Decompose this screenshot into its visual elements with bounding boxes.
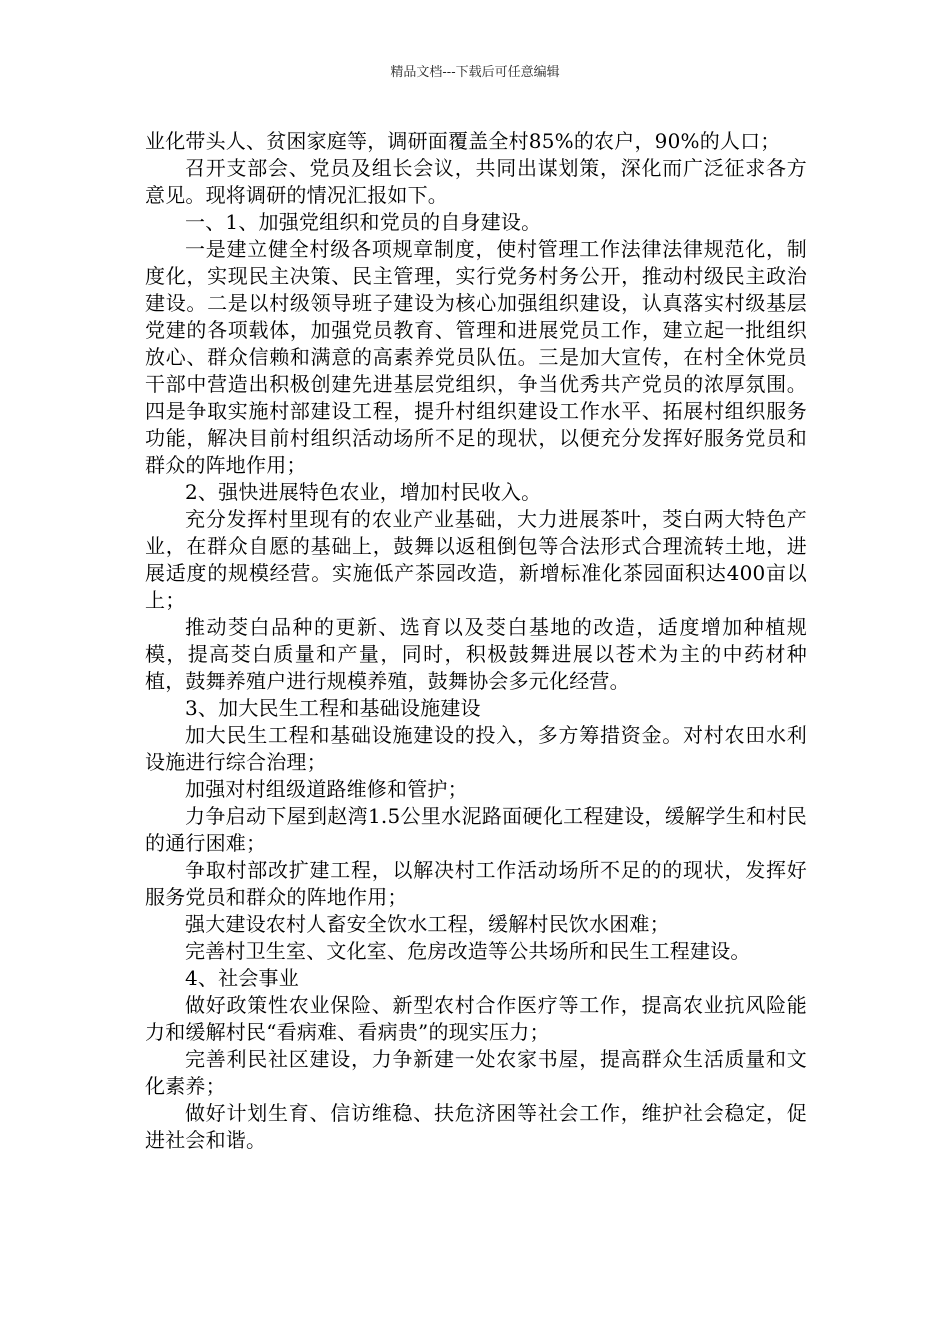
section-heading-1: 一、1、加强党组织和党员的自身建设。: [185, 210, 542, 234]
section-heading-2: 2、强快进展特色农业，增加村民收入。: [185, 480, 542, 504]
paragraph: 完善利民社区建设，力争新建一处农家书屋，提高群众生活质量和文化素养；: [145, 1047, 807, 1098]
paragraph: 加大民生工程和基础设施建设的投入，多方筹措资金。对村农田水利设施进行综合治理；: [145, 723, 807, 774]
section-heading-4: 4、社会事业: [185, 966, 299, 990]
paragraph: 完善村卫生室、文化室、危房改造等公共场所和民生工程建设。: [185, 939, 751, 963]
paragraph: 一是建立健全村级各项规章制度，使村管理工作法律法律规范化，制度化，实现民主决策、民主管理，实行党务村务公开，推动村级民主政治建设。二是以村级领导班子建设为核心加强组织建设，认真落实村级基层党建的各项载体，加强党员教育、管理和进展党员工作，建立起一批组织放心、群众信赖和满意的高素养党员队伍。三是加大宣传，在村全休党员干部中营造出积极创建先进基层党组织，争当优秀共产党员的浓厚氛围。四是争取实施村部建设工程，提升村组织建设工作水平、拓展村组织服务功能，解决目前村组织活动场所不足的现状，以便充分发挥好服务党员和群众的阵地作用；: [145, 237, 807, 477]
paragraph: 做好计划生育、信访维稳、扶危济困等社会工作，维护社会稳定，促进社会和谐。: [145, 1101, 807, 1152]
paragraph: 充分发挥村里现有的农业产业基础，大力进展茶叶，茭白两大特色产业，在群众自愿的基础上，鼓舞以返租倒包等合法形式合理流转土地，进展适度的规模经营。实施低产茶园改造，新增标准化茶园面积达400亩以上；: [145, 507, 807, 612]
paragraph: 推动茭白品种的更新、选育以及茭白基地的改造，适度增加种植规模，提高茭白质量和产量，同时，积极鼓舞进展以苍术为主的中药材种植，鼓舞养殖户进行规模养殖，鼓舞协会多元化经营。: [145, 615, 807, 693]
paragraph: 争取村部改扩建工程，以解决村工作活动场所不足的的现状，发挥好服务党员和群众的阵地作用；: [145, 858, 807, 909]
paragraph: 力争启动下屋到赵湾1.5公里水泥路面硬化工程建设，缓解学生和村民的通行困难；: [145, 804, 807, 855]
paragraph: 做好政策性农业保险、新型农村合作医疗等工作，提高农业抗风险能力和缓解村民“看病难、看病贵”的现实压力；: [145, 993, 807, 1044]
paragraph-continuation: 业化带头人、贫困家庭等，调研面覆盖全村85%的农户，90%的人口；: [145, 129, 781, 153]
paragraph: 召开支部会、党员及组长会议，共同出谋划策，深化而广泛征求各方意见。现将调研的情况汇报如下。: [145, 156, 807, 207]
page-header: 精品文档---下载后可任意编辑: [390, 65, 560, 80]
paragraph: 强大建设农村人畜安全饮水工程，缓解村民饮水困难；: [185, 912, 670, 936]
document-body: [145, 128, 807, 1154]
section-heading-3: 3、加大民生工程和基础设施建设: [185, 696, 481, 720]
paragraph: 加强对村组级道路维修和管护；: [185, 777, 468, 801]
